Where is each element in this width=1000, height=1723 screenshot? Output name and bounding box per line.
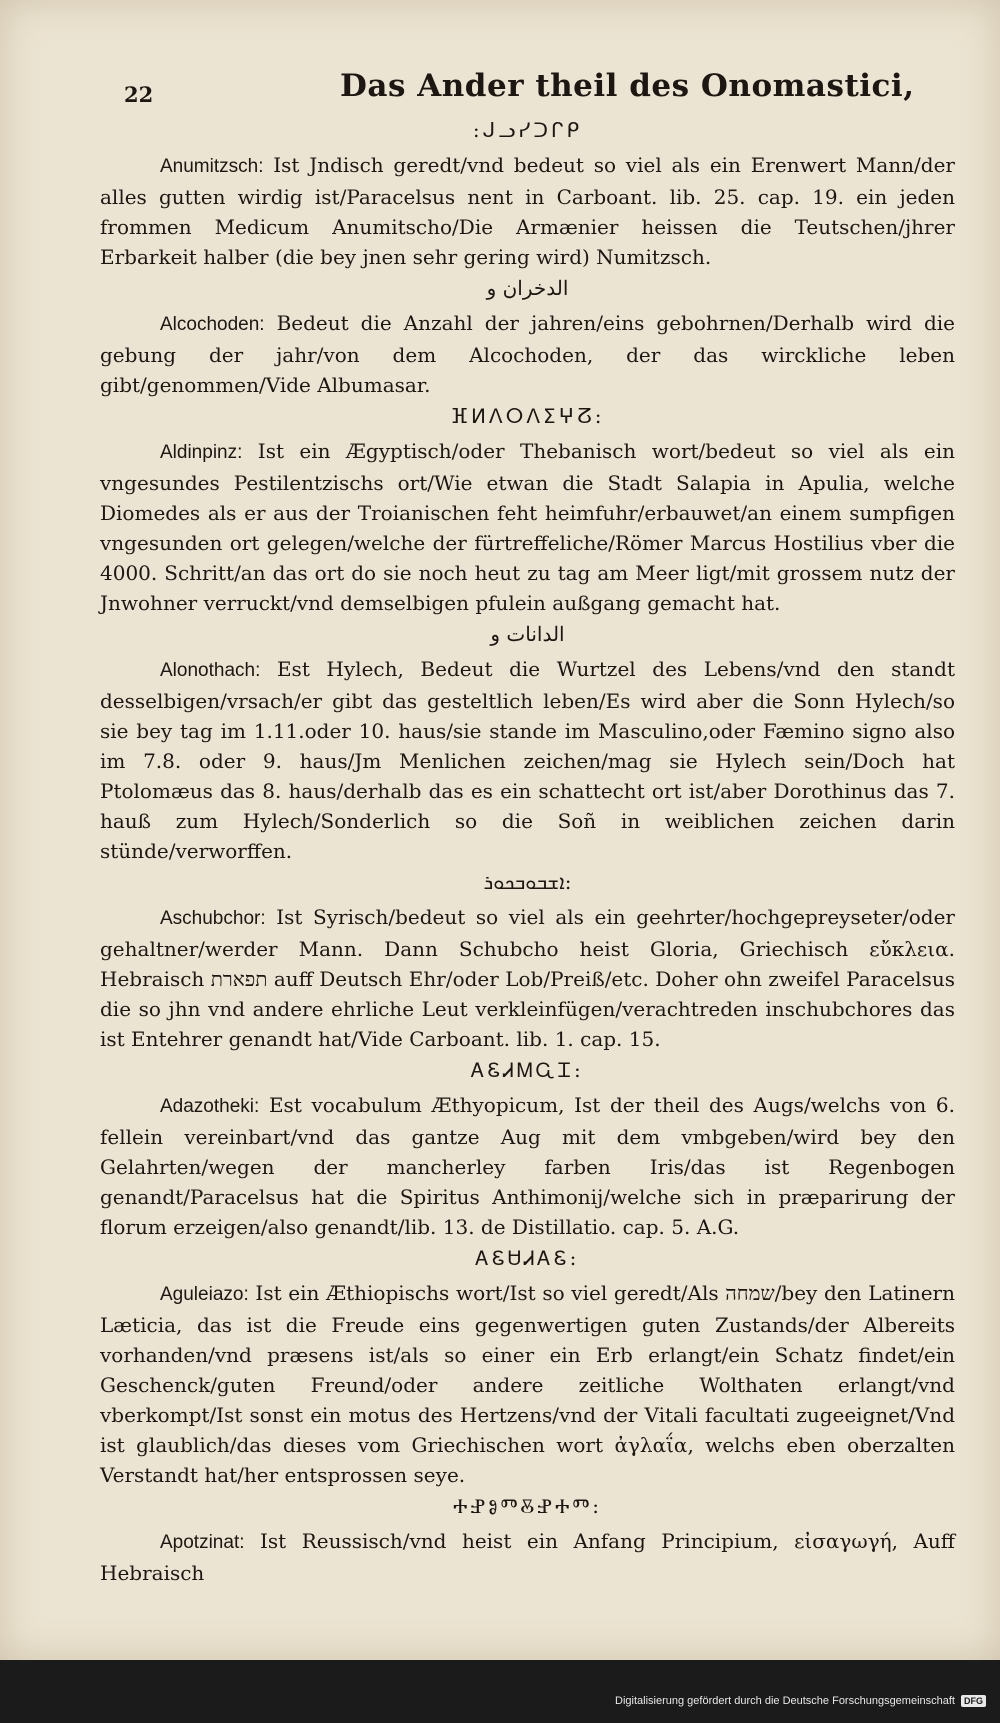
- entry-paragraph: [100, 654, 955, 866]
- digitization-footer: [615, 1695, 986, 1707]
- entry-paragraph: [100, 436, 955, 618]
- script-heading: ﺍﻟﺪﺍﻧﺎﺕ ﻭ: [490, 622, 565, 646]
- entry-text: Ist ein Æthiopischs wort/Ist so viel geredt/Als שמחה/bey den Latinern Læticia, das ist die Freude eins gegenwertigen guten Zustands/der Albereits vorhanden/vnd præsens ist/als so einer ein Erb erlangt/ein Schatz findet/ein Geschenck/guten Freund/oder andere zeitliche Wolthaten erlangt/vnd vberkompt/Ist sonst ein motus des Hertzens/vnd der Vitali facultati zugeeignet/Vnd ist glaublich/das dieses vom Griechischen wort ἀγλαΐα, welchs eben oberzalten Verstandt hat/her entsprossen seye.: [100, 1281, 955, 1487]
- entry-alcochoden: [100, 276, 955, 400]
- dfg-logo-icon: DFG: [961, 1695, 986, 1707]
- entry-text: Est vocabulum Æthyopicum, Ist der theil des Augs/welchs von 6. fellein vereinbart/vnd das gantze Aug mit dem vmbgeben/wird bey den Gelahrten/wegen der mancherley farben Iris/das ist Regenbogen genandt/Paracelsus hat die Spiritus Anthimonij/welche sich in præparirung der florum erzeigen/also genandt/lib. 13. de Distillatio. cap. 5. A.G.: [100, 1093, 955, 1239]
- headword: Apotzinat:: [160, 1532, 245, 1553]
- script-heading: ᎪᏋᏌᏗᎪᏋ:: [475, 1246, 580, 1270]
- text-block: [100, 62, 955, 1588]
- entry-text: Ist Jndisch geredt/vnd bedeut so viel als ein Erenwert Mann/der alles gutten wirdig ist/Paracelsus nent in Carboant. lib. 25. cap. 19. ein jeden frommen Medicum Anumitscho/Die Armænier heissen die Teutschen/jhrer Erbarkeit halber (die bey jnen sehr gering wird) Numitzsch.: [100, 153, 955, 269]
- entry-aschubchor: [100, 870, 955, 1054]
- headword: Aguleiazo:: [160, 1284, 249, 1305]
- footer-credit: Digitalisierung gefördert durch die Deutsche Forschungsgemeinschaft: [615, 1695, 955, 1707]
- running-title: Das Ander theil des Onomastici,: [340, 68, 915, 104]
- script-heading: ﺍﻟﺪﺧﺮﺍﻥ ﻭ: [486, 276, 569, 300]
- script-heading: ⰀⰐⰑⰕⰋⰐⰀⰕ:: [453, 1494, 602, 1518]
- entry-alonothach: [100, 622, 955, 866]
- entry-paragraph: [100, 1090, 955, 1242]
- script-heading: ܐܫܒܘܒܟܘܪ:: [483, 870, 572, 894]
- entry-text: Ist Syrisch/bedeut so viel als ein geehrter/hochgepreyseter/oder gehaltner/werder Mann. Dann Schubcho heist Gloria, Griechisch εὔκλεια. Hebraisch תפארת auff Deutsch Ehr/oder Lob/Preiß/etc. Doher ohn zweifel Paracelsus die so jhn vnd andere ehrliche Leut verkleinfügen/verachtreden inschubchores das ist Entehrer genandt hat/Vide Carboant. lib. 1. cap. 15.: [100, 905, 955, 1051]
- entry-text: Ist Reussisch/vnd heist ein Anfang Principium, εἰσαγωγή, Auff Hebraisch: [100, 1529, 956, 1585]
- headword: Alcochoden:: [160, 314, 265, 335]
- headword: Aldinpinz:: [160, 442, 243, 463]
- entry-anumitzsch: [100, 118, 955, 272]
- script-heading: ᎪᏋᏗᎷᏩᏆ:: [471, 1058, 584, 1082]
- headword: Anumitzsch:: [160, 156, 264, 177]
- page-number: 22: [124, 82, 154, 107]
- entry-aldinpinz: [100, 404, 955, 618]
- entry-apotzinat: [100, 1494, 955, 1588]
- entry-paragraph: [100, 902, 955, 1054]
- entry-adazotheki: [100, 1058, 955, 1242]
- entry-text: Ist ein Ægyptisch/oder Thebanisch wort/bedeut so viel als ein vngesundes Pestilentzischs ort/Wie etwan die Stadt Salapia in Apulia, welche Diomedes als er aus der Troianischen feht heimfuhr/erbauwet/an einem sumpfigen vngesunden ort gelegen/welche der fürtreffeliche/Römer Marcus Hostilius vber die 4000. Schritt/an das ort do sie noch heut zu tag am Meer ligt/mit grossem nutz der Jnwohner verruckt/vnd demselbigen pfulein außgang gemacht hat.: [100, 439, 955, 615]
- headword: Alonothach:: [160, 660, 261, 681]
- headword: Adazotheki:: [160, 1096, 260, 1117]
- page-header: [100, 62, 955, 114]
- headword: Aschubchor:: [160, 908, 266, 929]
- entry-paragraph: [100, 308, 955, 400]
- script-heading: ⴼⵍⴷⵔⴷⵉⵖⵒ:: [450, 404, 605, 428]
- entry-paragraph: [100, 1278, 955, 1490]
- entry-text: Est Hylech, Bedeut die Wurtzel des Lebens/vnd den standt desselbigen/vrsach/er gibt das gesteltlich leben/Es wird aber die Sonn Hylech/so sie bey tag im 1.11.oder 10. haus/sie stande im Masculino,oder Fæmino signo also im 7.8. oder 9. haus/Jm Menlichen zeichen/mag sie Hylech sein/Doch hat Ptolomæus das 8. haus/derhalb das es ein schattecht ort ist/aber Dorothinus das 7. hauß zum Hylech/Sonderlich so die Soñ in weiblichen zeichen darin stünde/verworffen.: [100, 657, 956, 863]
- script-heading: :ᒍᓗᓯᑐᒋᑭ: [472, 118, 583, 142]
- entry-aguleiazo: [100, 1246, 955, 1490]
- entry-paragraph: [100, 150, 955, 272]
- entry-text: Bedeut die Anzahl der jahren/eins gebohrnen/Derhalb wird die gebung der jahr/von dem Alcochoden, der das wirckliche leben gibt/genommen/Vide Albumasar.: [100, 311, 956, 397]
- entry-paragraph: [100, 1526, 955, 1588]
